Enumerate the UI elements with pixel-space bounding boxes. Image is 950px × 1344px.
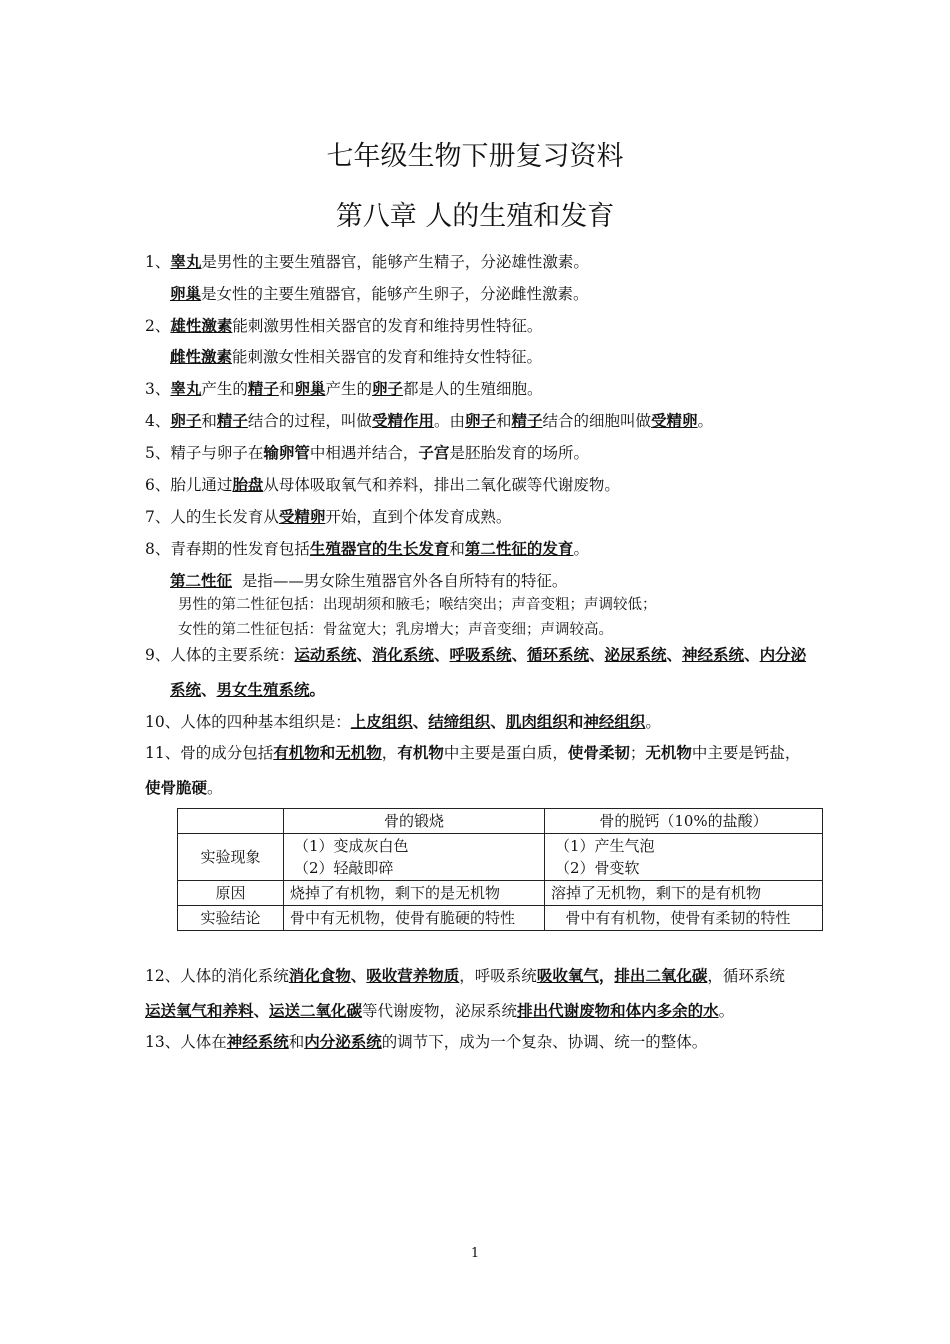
table-row (178, 809, 823, 834)
list-item: 雌性激素能刺激女性相关器官的发育和维持女性特征。 (170, 347, 543, 366)
page-number: 1 (470, 1246, 480, 1261)
list-item: 12、人体的消化系统消化食物、吸收营养物质，呼吸系统吸收氧气，排出二氧化碳，循环系统 (145, 966, 785, 985)
table-cell: 骨中有有机物，使骨有柔韧的特性 (545, 906, 823, 931)
list-item: 4、卵子和精子结合的过程，叫做受精作用。由卵子和精子结合的细胞叫做受精卵。 (145, 411, 714, 430)
list-item: 5、精子与卵子在输卵管中相遇并结合，子宫是胚胎发育的场所。 (145, 443, 589, 462)
list-item: 7、人的生长发育从受精卵开始，直到个体发育成熟。 (145, 507, 512, 526)
list-item: 第二性征 是指——男女除生殖器官外各自所特有的特征。 (170, 571, 568, 590)
table-row (178, 881, 823, 906)
table-header-cell (178, 809, 284, 834)
list-item: 男性的第二性征包括：出现胡须和腋毛；喉结突出；声音变粗；声调较低； (178, 597, 657, 613)
table-header-cell: 骨的锻烧 (284, 809, 545, 834)
table-cell: 溶掉了无机物，剩下的是有机物 (545, 881, 823, 906)
list-item: 13、人体在神经系统和内分泌系统的调节下，成为一个复杂、协调、统一的整体。 (145, 1032, 708, 1051)
list-item: 3、睾丸产生的精子和卵巢产生的卵子都是人的生殖细胞。 (145, 379, 543, 398)
list-item: 系统、男女生殖系统。 (170, 680, 326, 699)
list-item: 使骨脆硬。 (145, 778, 223, 797)
list-item: 8、青春期的性发育包括生殖器官的生长发育和第二性征的发育。 (145, 539, 589, 558)
row-label: 实验结论 (178, 906, 284, 931)
bone-experiment-table (177, 808, 823, 931)
table-cell: （1）变成灰白色 （2）轻敲即碎 (284, 834, 545, 881)
table-cell: 骨中有无机物，使骨有脆硬的特性 (284, 906, 545, 931)
list-item: 9、人体的主要系统：运动系统、消化系统、呼吸系统、循环系统、泌尿系统、神经系统、内分泌 (145, 645, 807, 664)
list-item: 6、胎儿通过胎盘从母体吸取氧气和养料，排出二氧化碳等代谢废物。 (145, 475, 620, 494)
list-item: 女性的第二性征包括：骨盆宽大；乳房增大；声音变细；声调较高。 (178, 622, 613, 638)
list-item: 11、骨的成分包括有机物和无机物，有机物中主要是蛋白质，使骨柔韧；无机物中主要是钙盐， (145, 743, 801, 762)
list-item: 2、雄性激素能刺激男性相关器官的发育和维持男性特征。 (145, 316, 543, 335)
row-label: 原因 (178, 881, 284, 906)
row-label: 实验现象 (178, 834, 284, 881)
table-cell: （1）产生气泡 （2）骨变软 (545, 834, 823, 881)
table-header-cell: 骨的脱钙（10%的盐酸） (545, 809, 823, 834)
chapter-title: 第八章 人的生殖和发育 (335, 201, 615, 232)
list-item: 卵巢是女性的主要生殖器官，能够产生卵子，分泌雌性激素。 (170, 284, 589, 303)
table-row (178, 906, 823, 931)
table-row (178, 834, 823, 881)
list-item: 1、睾丸是男性的主要生殖器官，能够产生精子，分泌雄性激素。 (145, 252, 589, 271)
document-title: 七年级生物下册复习资料 (326, 141, 624, 172)
list-item: 10、人体的四种基本组织是：上皮组织、结缔组织、肌肉组织和神经组织。 (145, 712, 661, 731)
table-cell: 烧掉了有机物，剩下的是无机物 (284, 881, 545, 906)
list-item: 运送氧气和养料、运送二氧化碳等代谢废物，泌尿系统排出代谢废物和体内多余的水。 (145, 1001, 735, 1020)
